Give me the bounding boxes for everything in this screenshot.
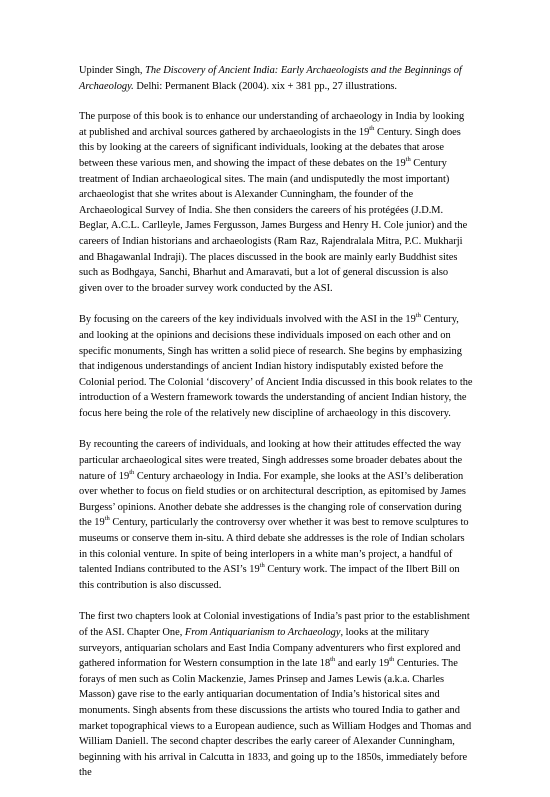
- citation-author: Upinder Singh,: [79, 65, 143, 76]
- p3-sup-3: th: [259, 562, 265, 570]
- p3-sup-2: th: [104, 515, 110, 523]
- p4-text-a: The first two chapters look at Colonial investigations of India’s past prior to the establishment of the ASI. Chapter One,: [79, 611, 470, 638]
- paragraph-2: [79, 312, 473, 421]
- p4-sup-1: th: [330, 656, 336, 664]
- p2-sup-1: th: [415, 312, 421, 320]
- p2-text-a: By focusing on the careers of the key individuals involved with the ASI in the 19: [79, 314, 416, 326]
- p1-text-b: Century. Singh does this by looking at the careers of significant individuals, looking at the debates that arose between these various men, and showing the impact of these debates on the 19: [79, 126, 461, 169]
- p4-text-c: and early 19: [335, 658, 390, 670]
- p4-text-d: Centuries. The forays of men such as Colin Mackenzie, James Prinsep and James Lewis (a.k.a. Charles Masson) gave rise to the early antiquarian documentation of India’s historical sites and monuments. Singh absents from these discussions the artists who toured India to gather and market topographical views to a European audience, such as William Hodges and Thomas and William Daniell. The second chapter describes the early career of Alexander Cunningham, beginning with his arrival in Calcutta in 1833, and going up to the 1850s, immediately before the: [79, 658, 472, 779]
- p1-text-a: The purpose of this book is to enhance our understanding of archaeology in India by looking at published and archival sources gathered by archaeologists in the 19: [79, 111, 465, 138]
- p3-text-a: By recounting the careers of individuals, and looking at how their attitudes effected the way particular archaeological sites were treated, Singh addresses some broader debates about the nature of 19: [79, 439, 463, 482]
- p2-text-b: Century, and looking at the opinions and decisions these individuals imposed on each other and on specific monuments, Singh has written a solid piece of research. She begins by emphasizing that indigenous understandings of ancient Indian history indisputably existed before the Colonial period. The Colonial ‘discovery’ of Ancient India discussed in this book relates to the introduction of a Western framework towards the understanding of ancient Indian history, the focus here being the role of the relatively new discipline of archaeology in this discovery.: [79, 314, 473, 419]
- p1-sup-1: th: [369, 124, 375, 132]
- book-citation: [79, 63, 473, 94]
- citation-details: Delhi: Permanent Black (2004). xix + 381 pp., 27 illustrations.: [136, 80, 398, 92]
- p3-text-b: Century archaeology in India. For example, she looks at the ASI’s deliberation over whether to focus on field studies or on architectural description, as epitomised by James Burgess’ opinions. Another debate she addresses is the changing role of conservation during the 19: [79, 470, 466, 529]
- paragraph-1: [79, 109, 473, 296]
- p3-text-d: Century work. The impact of the Ilbert Bill on this contribution is also discussed.: [79, 564, 460, 591]
- p4-text-b: , looks at the military surveyors, antiquarian scholars and East India Company adventurers who first explored and gathered information for Western consumption in the late 18: [79, 627, 461, 670]
- paragraph-4: [79, 609, 473, 781]
- p4-sup-2: th: [389, 656, 395, 664]
- citation-title: The Discovery of Ancient India: Early Archaeologists and the Beginnings of Archaeology.: [79, 65, 462, 92]
- p3-sup-1: th: [129, 468, 135, 476]
- chapter-one-title: From Antiquarianism to Archaeology: [184, 627, 341, 638]
- p1-text-c: Century treatment of Indian archaeological sites. The main (and undisputedly the most important) archaeologist that she writes about is Alexander Cunningham, the founder of the Archaeological Survey of India. She then considers the careers of his protégées (J.D.M. Beglar, A.C.L. Carlleyle, James Fergusson, James Burgess and Henry H. Cole junior) and the careers of Indian historians and archaeologists (Ram Raz, Rajendralala Mitra, P.C. Mukharji and Bhagawanlal Indraji). The places discussed in the book are mainly early Buddhist sites such as Bodhgaya, Sanchi, Bharhut and Amaravati, but a lot of general discussion is also given over to the broader survey work conducted by the ASI.: [79, 157, 468, 294]
- p3-text-c: Century, particularly the controversy over whether it was best to remove sculptures to museums or conserve them in-situ. A third debate she addresses is the role of Indian scholars in this colonial venture. In spite of being interlopers in a white man’s project, a handful of talented Indians contributed to the ASI’s 19: [79, 517, 469, 576]
- p1-sup-2: th: [405, 155, 411, 163]
- paragraph-3: [79, 437, 473, 593]
- review-text: [79, 63, 473, 797]
